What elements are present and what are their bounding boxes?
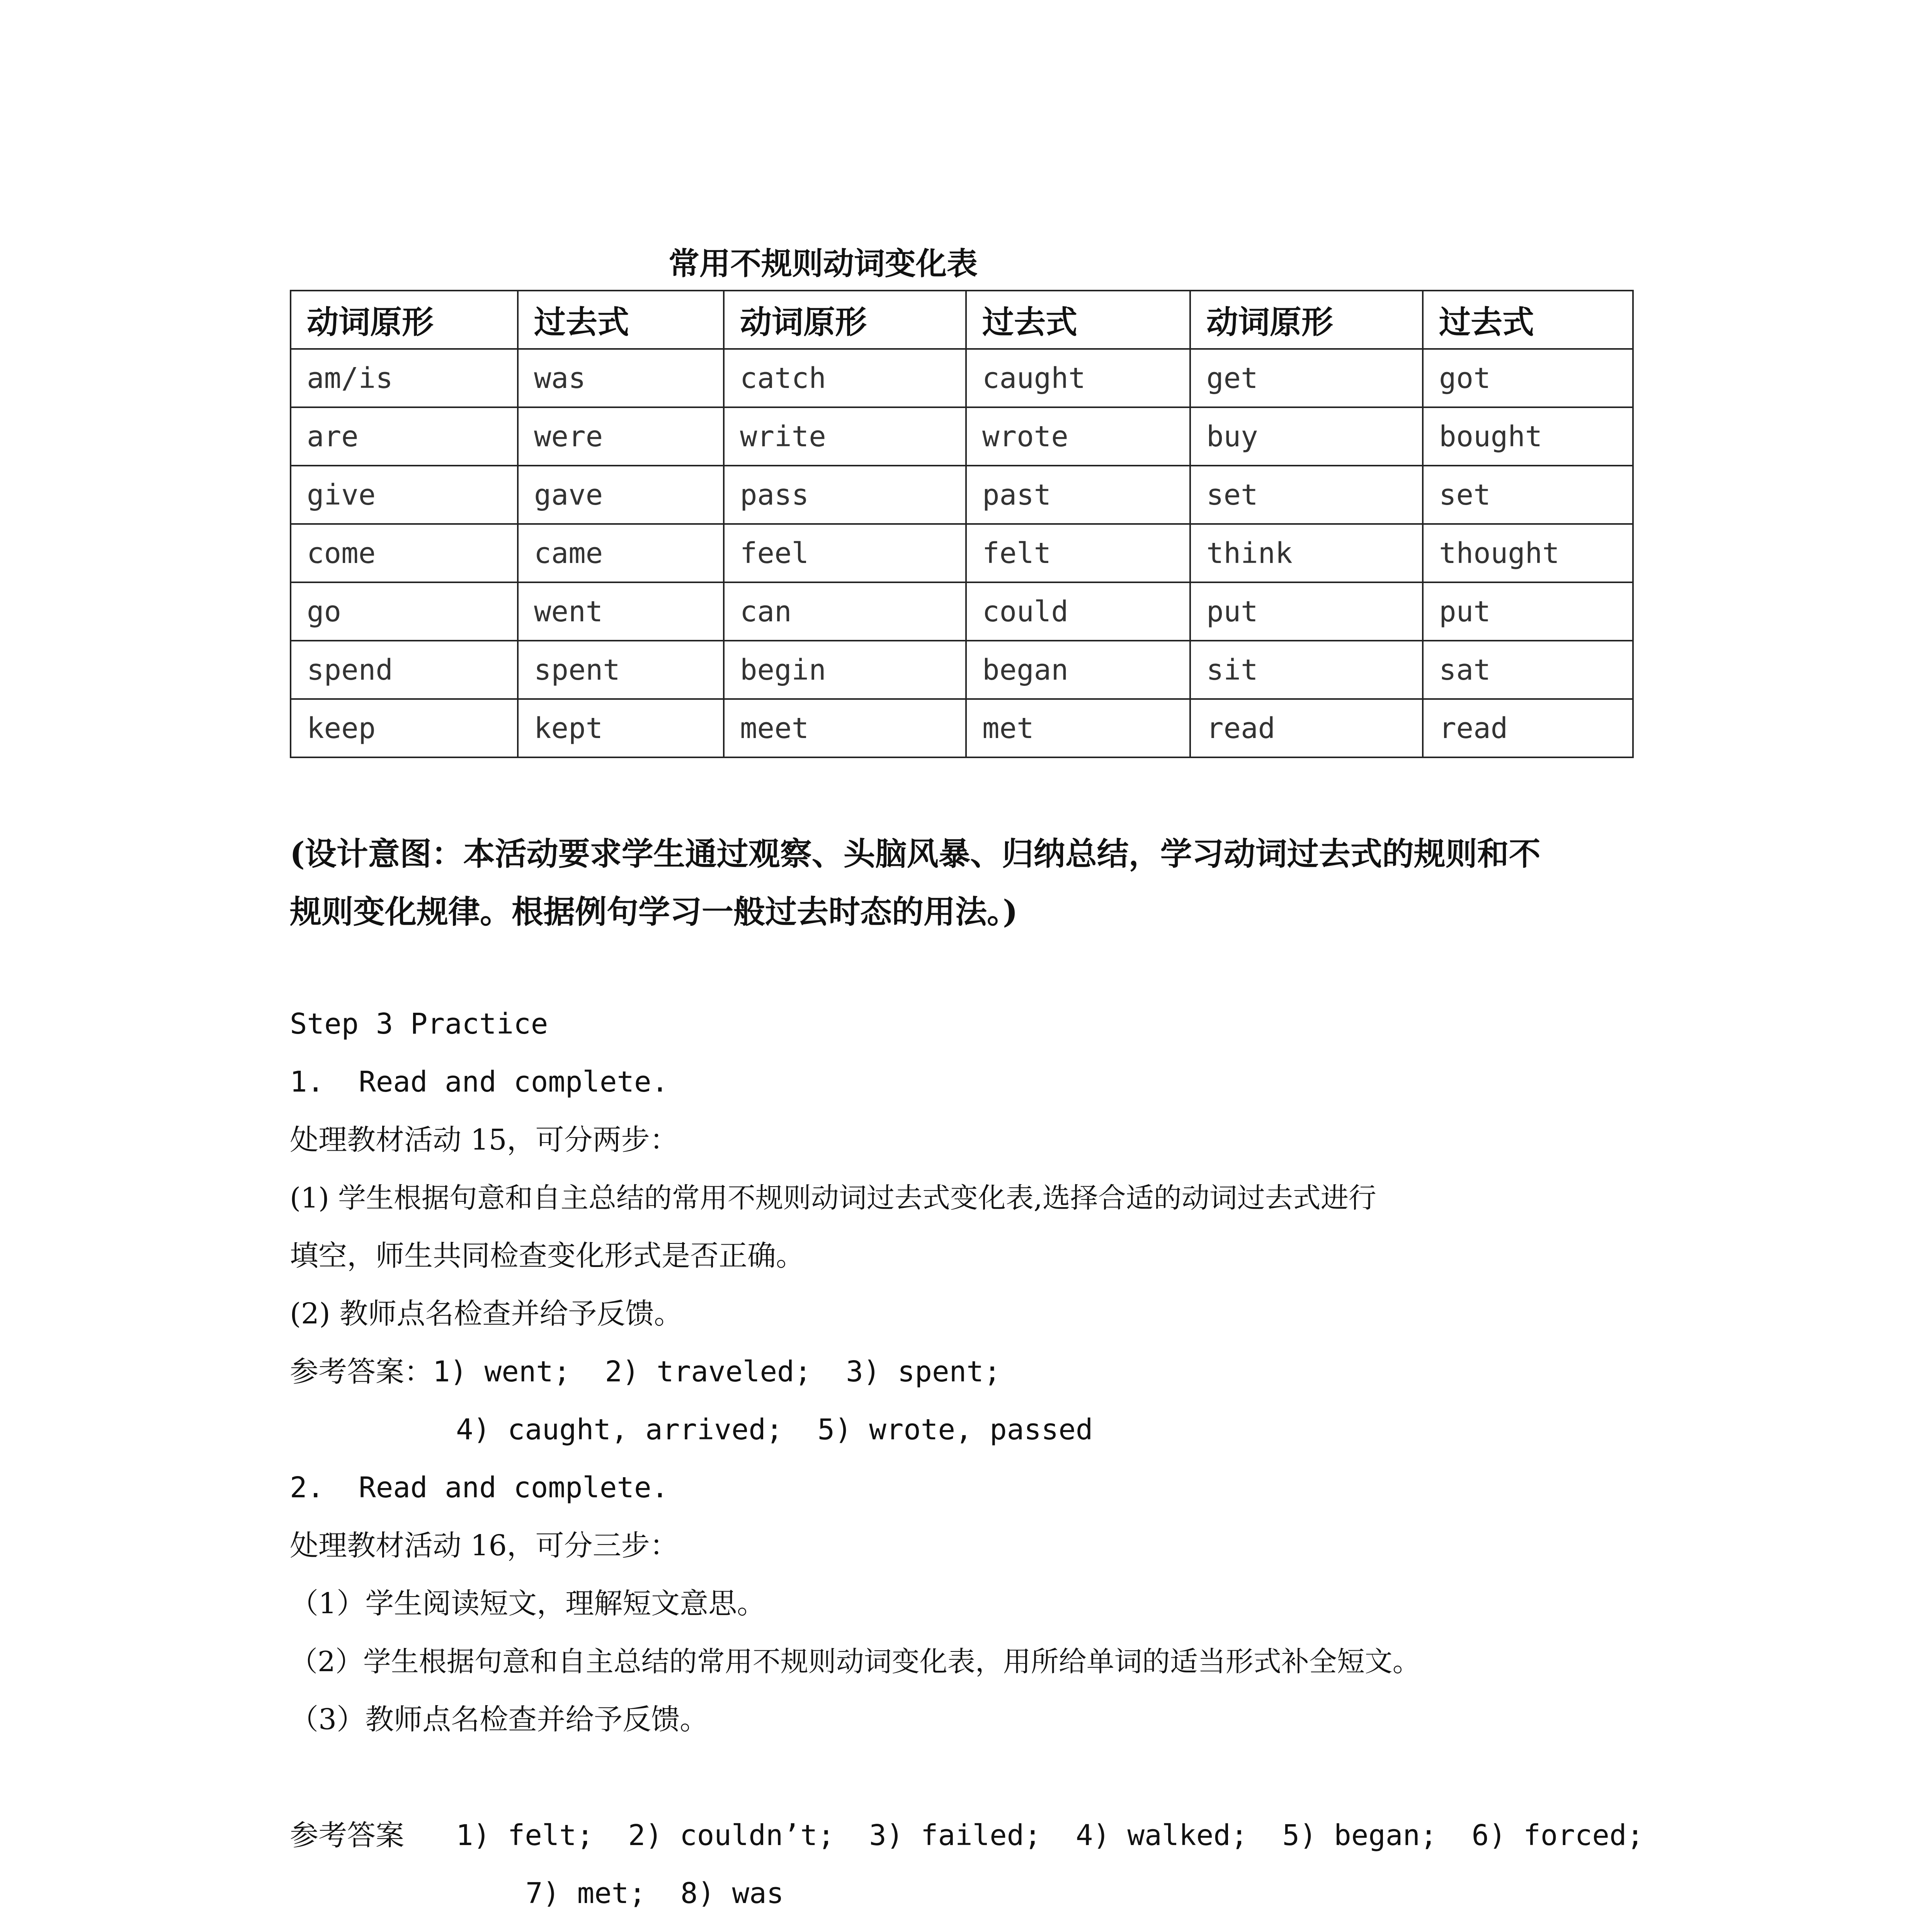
table-cell: met [966, 699, 1190, 757]
irregular-verbs-table [290, 290, 1634, 758]
table-cell: set [1423, 466, 1633, 524]
step-3-item-1-intro: 处理教材活动 15，可分两步： [290, 1123, 679, 1156]
table-cell: set [1190, 466, 1423, 524]
table-cell: kept [518, 699, 724, 757]
table-cell: come [291, 524, 518, 582]
table-header-cell: 动词原形 [291, 291, 518, 349]
table-cell: gave [518, 466, 724, 524]
table-cell: was [518, 349, 724, 407]
table-header-cell: 动词原形 [1190, 291, 1423, 349]
step-3-item-1-answer-line-1: 参考答案：1) went; 2) traveled; 3) spent; [290, 1355, 1001, 1388]
step-3-item-1-sub-2: (2) 教师点名检查并给予反馈。 [290, 1297, 683, 1330]
table-cell: could [966, 582, 1190, 641]
step-3-item-2-sub-3: （3）教师点名检查并给予反馈。 [290, 1703, 709, 1736]
table-row [291, 349, 1633, 407]
table-cell: get [1190, 349, 1423, 407]
table-cell: feel [724, 524, 966, 582]
table-header-cell: 过去式 [966, 291, 1190, 349]
table-cell: are [291, 407, 518, 466]
table-cell: felt [966, 524, 1190, 582]
step-3-item-2-sub-2: （2）学生根据句意和自主总结的常用不规则动词变化表，用所给单词的适当形式补全短文。 [290, 1645, 1420, 1678]
table-cell: caught [966, 349, 1190, 407]
design-note-1-line-2: 规则变化规律。根据例句学习一般过去时态的用法。) [290, 893, 1018, 930]
step-3-item-1-title: 1. Read and complete. [290, 1065, 669, 1099]
table-row [291, 407, 1633, 466]
table-cell: past [966, 466, 1190, 524]
step-3-item-2-sub-1: （1）学生阅读短文，理解短文意思。 [290, 1587, 766, 1620]
table-cell: am/is [291, 349, 518, 407]
table-header-row [291, 291, 1633, 349]
table-cell: can [724, 582, 966, 641]
table-cell: buy [1190, 407, 1423, 466]
table-cell: bought [1423, 407, 1633, 466]
step-3-item-2-answer-line-1: 1) felt; 2) couldn’t; 3) failed; 4) walked; 5) began; 6) forced; [456, 1819, 1644, 1852]
table-cell: think [1190, 524, 1423, 582]
table-cell: went [518, 582, 724, 641]
table-title: 常用不规则动词变化表 [668, 245, 978, 282]
step-3-item-1-sub-1-line-1: (1) 学生根据句意和自主总结的常用不规则动词过去式变化表,选择合适的动词过去式进行 [290, 1182, 1376, 1214]
table-cell: were [518, 407, 724, 466]
step-3-heading: Step 3 Practice [290, 1007, 548, 1041]
table-row [291, 641, 1633, 699]
table-cell: put [1423, 582, 1633, 641]
table-cell: sat [1423, 641, 1633, 699]
step-3-item-2-title: 2. Read and complete. [290, 1471, 669, 1504]
table-cell: sit [1190, 641, 1423, 699]
table-cell: pass [724, 466, 966, 524]
table-cell: catch [724, 349, 966, 407]
table-cell: give [291, 466, 518, 524]
table-cell: read [1423, 699, 1633, 757]
table-header-cell: 过去式 [1423, 291, 1633, 349]
table-cell: began [966, 641, 1190, 699]
table-cell: keep [291, 699, 518, 757]
table-row [291, 582, 1633, 641]
step-3-item-2-intro: 处理教材活动 16，可分三步： [290, 1529, 679, 1562]
table-cell: meet [724, 699, 966, 757]
table-cell: begin [724, 641, 966, 699]
table-header-cell: 过去式 [518, 291, 724, 349]
step-3-item-1-sub-1-line-2: 填空，师生共同检查变化形式是否正确。 [290, 1239, 805, 1272]
table-cell: read [1190, 699, 1423, 757]
table-cell: spend [291, 641, 518, 699]
table-row [291, 524, 1633, 582]
step-3-item-1-answer-line-2: 4) caught, arrived; 5) wrote, passed [456, 1413, 1093, 1446]
step-3-item-2-answer-label: 参考答案 [290, 1819, 404, 1852]
table-cell: got [1423, 349, 1633, 407]
table-cell: put [1190, 582, 1423, 641]
design-note-2-line-1 [290, 1926, 1541, 1932]
table-row [291, 699, 1633, 757]
design-note-1-line-1: (设计意图：本活动要求学生通过观察、头脑风暴、归纳总结，学习动词过去式的规则和不 [290, 835, 1541, 872]
table-cell: thought [1423, 524, 1633, 582]
table-cell: write [724, 407, 966, 466]
table-cell: spent [518, 641, 724, 699]
table-cell: wrote [966, 407, 1190, 466]
table-cell: came [518, 524, 724, 582]
step-3-item-2-answer-line-2: 7) met; 8) was [526, 1877, 784, 1910]
table-row [291, 466, 1633, 524]
table-header-cell: 动词原形 [724, 291, 966, 349]
table-cell: go [291, 582, 518, 641]
